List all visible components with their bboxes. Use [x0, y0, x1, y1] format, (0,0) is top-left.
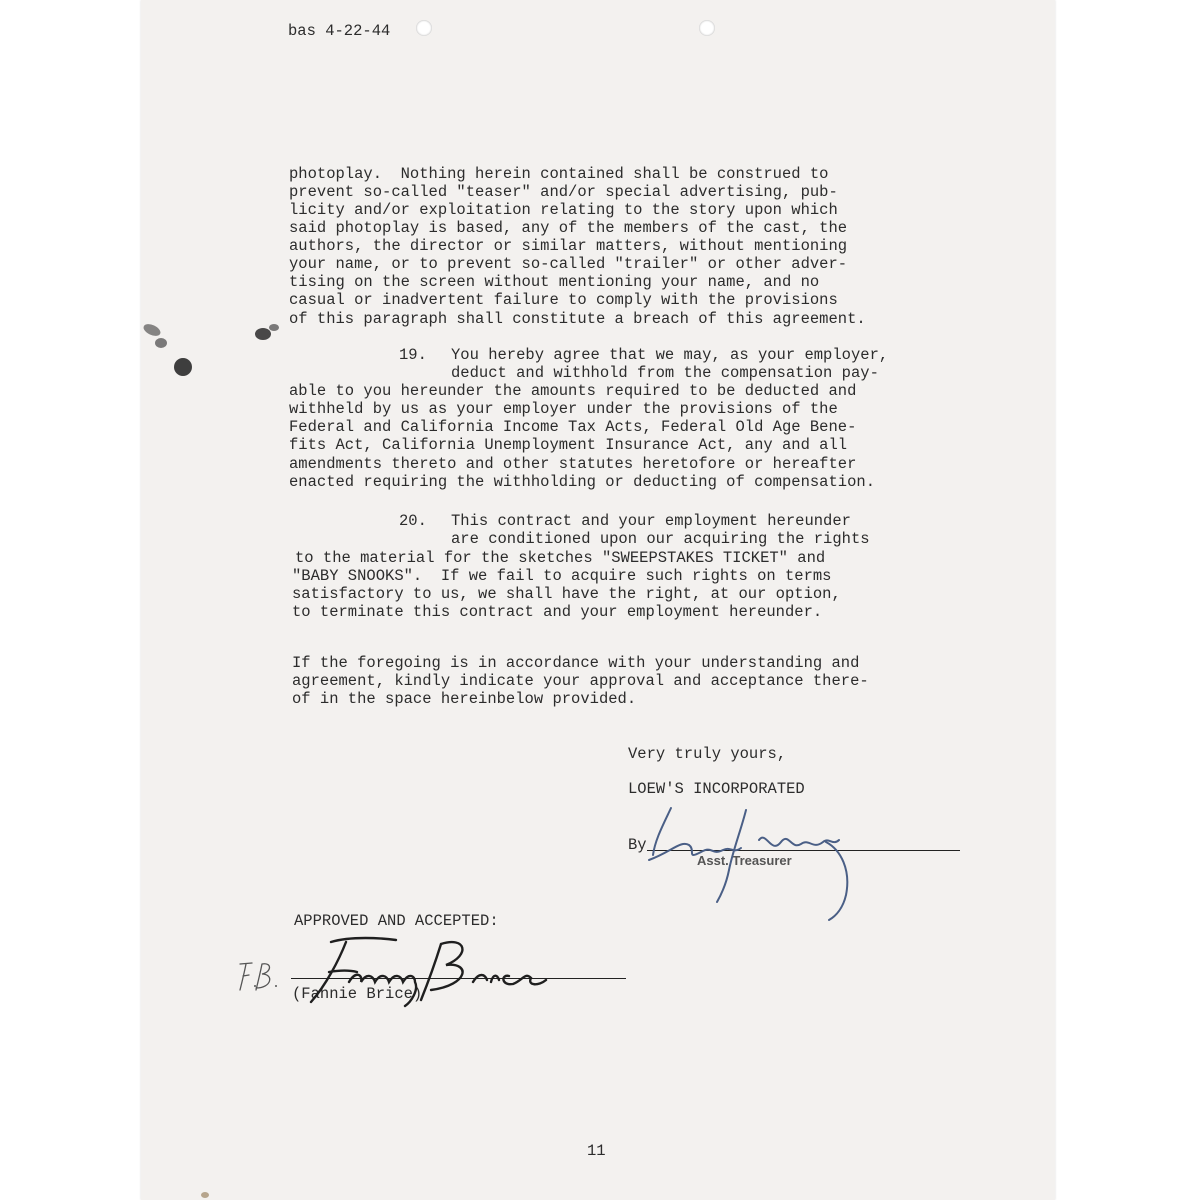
text-line: amendments thereto and other statutes heretofore or hereafter — [289, 455, 857, 473]
paragraph-number: 20. — [399, 512, 427, 530]
text-line: You hereby agree that we may, as your employer, — [451, 346, 889, 364]
text-line: licity and/or exploitation relating to the story upon which — [289, 201, 838, 219]
text-line: Federal and California Income Tax Acts, Federal Old Age Bene- — [289, 418, 857, 436]
text-line: fits Act, California Unemployment Insurance Act, any and all — [289, 436, 848, 454]
company-signature-icon — [641, 770, 871, 920]
title-stamp: Asst. Treasurer — [697, 853, 792, 868]
text-line: your name, or to prevent so-called "trailer" or other adver- — [289, 255, 848, 273]
text-line: If the foregoing is in accordance with your understanding and — [292, 654, 860, 672]
punch-hole-right — [699, 20, 715, 36]
text-line: to the material for the sketches "SWEEPSTAKES TICKET" and — [295, 549, 826, 567]
corner-mark — [201, 1192, 209, 1198]
text-line: withheld by us as your employer under the provisions of the — [289, 400, 838, 418]
text-line: said photoplay is based, any of the members of the cast, the — [289, 219, 848, 237]
text-line: enacted requiring the withholding or deducting of compensation. — [289, 473, 875, 491]
ink-smudge — [174, 358, 192, 376]
acceptance-heading: APPROVED AND ACCEPTED: — [294, 912, 499, 930]
page-number: 11 — [587, 1142, 606, 1160]
ink-smudge — [142, 322, 163, 339]
punch-hole-left — [416, 20, 432, 36]
text-line: "BABY SNOOKS". If we fail to acquire such rights on terms — [292, 567, 832, 585]
by-label: By — [628, 836, 647, 854]
typist-reference: bas 4-22-44 — [288, 22, 391, 40]
text-line: casual or inadvertent failure to comply with the provisions — [289, 291, 838, 309]
text-line: authors, the director or similar matters, without mentioning — [289, 237, 848, 255]
text-line: photoplay. Nothing herein contained shall be construed to — [289, 165, 829, 183]
salutation: Very truly yours, — [628, 745, 787, 763]
text-line: are conditioned upon our acquiring the rights — [451, 530, 870, 548]
fanny-brice-signature-icon — [301, 930, 601, 1010]
text-line: to terminate this contract and your employment hereunder. — [292, 603, 823, 621]
initials-icon — [236, 958, 286, 994]
document-page — [141, 0, 1055, 1200]
text-line: of in the space hereinbelow provided. — [292, 690, 637, 708]
ink-smudge — [155, 338, 167, 348]
signatory-name: (Fannie Brice) — [292, 985, 423, 1003]
paragraph-number: 19. — [399, 346, 427, 364]
text-line: able to you hereunder the amounts required to be deducted and — [289, 382, 857, 400]
text-line: agreement, kindly indicate your approval and acceptance there- — [292, 672, 869, 690]
ink-smudge — [255, 328, 271, 340]
text-line: deduct and withhold from the compensation pay- — [451, 364, 879, 382]
ink-smudge — [269, 324, 279, 331]
text-line: satisfactory to us, we shall have the right, at our option, — [292, 585, 841, 603]
company-name: LOEW'S INCORPORATED — [628, 780, 805, 798]
text-line: This contract and your employment hereunder — [451, 512, 851, 530]
text-line: prevent so-called "teaser" and/or special advertising, pub- — [289, 183, 838, 201]
text-line: of this paragraph shall constitute a breach of this agreement. — [289, 310, 866, 328]
text-line: tising on the screen without mentioning your name, and no — [289, 273, 820, 291]
